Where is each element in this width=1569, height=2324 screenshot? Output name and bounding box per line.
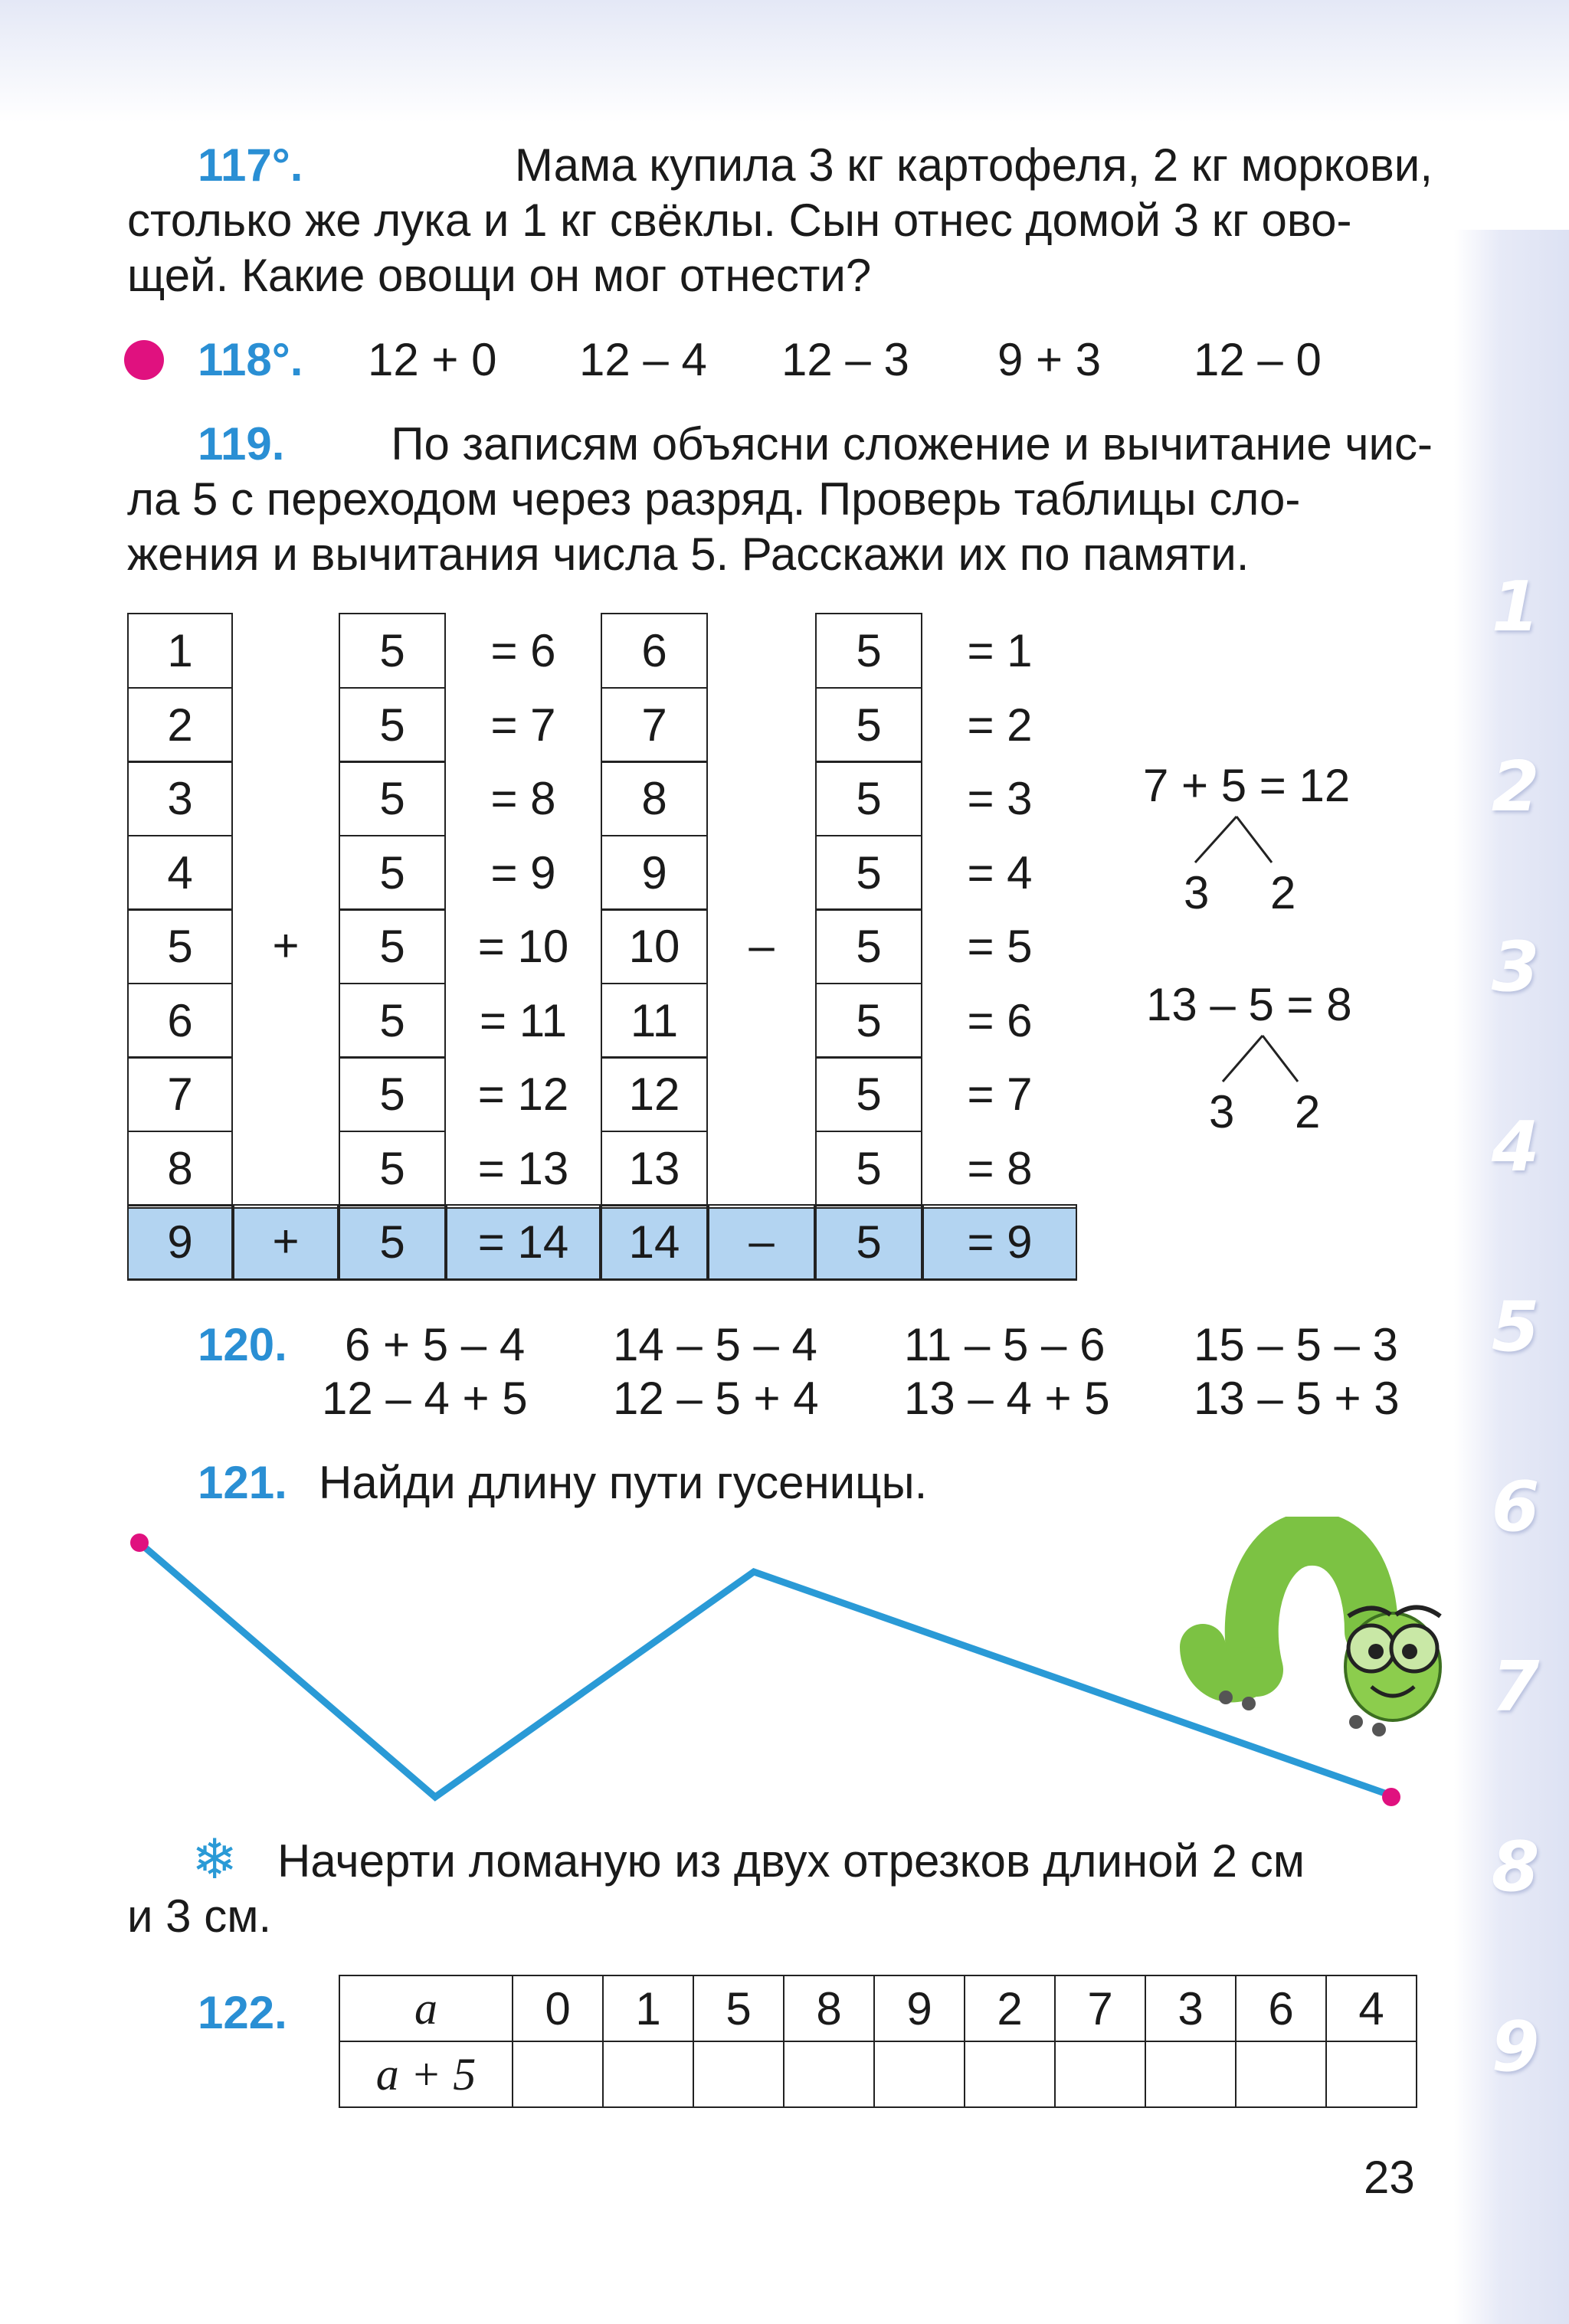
expression: 12 – 4 + 5 <box>322 1373 528 1424</box>
expression: 12 – 3 <box>781 334 909 385</box>
sum-cell: = 13 <box>477 1142 569 1194</box>
sum-cell: = 7 <box>490 699 556 751</box>
addend-cell: 8 <box>127 1131 233 1206</box>
decomposition-branches <box>1180 812 1318 873</box>
addend-cell: 2 <box>127 687 233 763</box>
addend-cell: 3 <box>127 761 233 836</box>
exercise-text-line: столько же лука и 1 кг свёклы. Сын отнес домой 3 кг ово- <box>127 195 1352 246</box>
expression: 13 – 4 + 5 <box>904 1373 1110 1424</box>
answer-cell[interactable] <box>693 2041 784 2107</box>
difference-cell: = 6 <box>967 994 1033 1046</box>
exercise-117 <box>127 138 1433 303</box>
side-index-2: 2 <box>1491 747 1540 827</box>
side-index-1: 1 <box>1491 567 1540 647</box>
sum-cell: = 14 <box>477 1216 569 1268</box>
decomposition-part: 2 <box>1270 867 1296 918</box>
addend-five-cell: 5 <box>339 1131 446 1206</box>
subtrahend-five-cell: 5 <box>815 1056 922 1132</box>
expression: 12 – 4 <box>579 334 707 385</box>
side-index-strip <box>1454 230 1569 2324</box>
expression: 11 – 5 – 6 <box>904 1319 1106 1370</box>
snowflake-task <box>127 1829 1433 1944</box>
exercise-number: 121. <box>198 1457 287 1508</box>
caterpillar-path-figure <box>0 1517 1456 1838</box>
addend-cell: 5 <box>127 908 233 984</box>
side-index-9: 9 <box>1491 2007 1540 2087</box>
top-band <box>0 0 1569 123</box>
subtrahend-five-cell: 5 <box>815 835 922 911</box>
exercise-number: 122. <box>198 1987 287 2038</box>
table-cell: 1 <box>603 1975 693 2041</box>
minuend-cell: 12 <box>601 1056 708 1132</box>
difference-cell: = 1 <box>967 625 1033 676</box>
path-end-point <box>1382 1788 1400 1806</box>
side-index-8: 8 <box>1491 1827 1540 1907</box>
addend-cell: 1 <box>127 613 233 689</box>
subtrahend-five-cell: 5 <box>815 1204 922 1280</box>
decomposition-part: 2 <box>1295 1086 1321 1137</box>
minuend-cell: 8 <box>601 761 708 836</box>
caterpillar-illustration <box>1203 1539 1440 1736</box>
subtrahend-five-cell: 5 <box>815 908 922 984</box>
expression: 13 – 5 + 3 <box>1194 1373 1400 1424</box>
table-cell: 6 <box>1236 1975 1326 2041</box>
table-cell: 9 <box>874 1975 965 2041</box>
row-label-a: a <box>339 1975 513 2041</box>
exercise-text-line: щей. Какие овощи он мог отнести? <box>127 250 872 301</box>
expression: 9 + 3 <box>997 334 1102 385</box>
table-cell: 8 <box>784 1975 874 2041</box>
side-index-6: 6 <box>1491 1467 1540 1547</box>
addend-five-cell: 5 <box>339 835 446 911</box>
decomposition-equation-add: 7 + 5 = 12 <box>1143 760 1351 811</box>
subtrahend-five-cell: 5 <box>815 613 922 689</box>
exercise-number: 119. <box>198 418 285 470</box>
answer-cell[interactable] <box>965 2041 1055 2107</box>
expression: 14 – 5 – 4 <box>613 1319 817 1370</box>
addend-five-cell: 5 <box>339 1204 446 1280</box>
plus-sign: + <box>272 919 300 971</box>
addend-five-cell: 5 <box>339 761 446 836</box>
sum-cell: = 12 <box>477 1069 569 1120</box>
exercise-number: 120. <box>198 1319 287 1370</box>
addend-five-cell: 5 <box>339 1056 446 1132</box>
highlight-cell-border <box>446 1204 601 1280</box>
value-table <box>339 1975 1417 2108</box>
table-cell: 2 <box>965 1975 1055 2041</box>
answer-cell[interactable] <box>1145 2041 1236 2107</box>
subtrahend-five-cell: 5 <box>815 687 922 763</box>
addend-cell: 7 <box>127 1056 233 1132</box>
exercise-number: 118°. <box>198 334 303 385</box>
decomposition-branches <box>1210 1031 1348 1092</box>
subtrahend-five-cell: 5 <box>815 983 922 1059</box>
minuend-cell: 6 <box>601 613 708 689</box>
answer-cell[interactable] <box>874 2041 965 2107</box>
expression: 6 + 5 – 4 <box>345 1319 526 1370</box>
difference-cell: = 9 <box>967 1216 1033 1268</box>
exercise-text-line: Начерти ломаную из двух отрезков длиной 2 см <box>277 1835 1305 1887</box>
sum-cell: = 6 <box>490 625 556 676</box>
answer-cell[interactable] <box>603 2041 693 2107</box>
path-start-point <box>130 1534 149 1552</box>
plus-sign: + <box>272 1215 300 1267</box>
minus-sign: – <box>748 919 775 971</box>
answer-cell[interactable] <box>513 2041 603 2107</box>
minuend-cell: 7 <box>601 687 708 763</box>
addend-five-cell: 5 <box>339 613 446 689</box>
sum-cell: = 8 <box>490 773 556 824</box>
expression: 15 – 5 – 3 <box>1194 1319 1398 1370</box>
exercise-text-line: и 3 см. <box>127 1890 272 1942</box>
table-cell: 0 <box>513 1975 603 2041</box>
difference-cell: = 5 <box>967 921 1033 972</box>
difference-cell: = 2 <box>967 699 1033 751</box>
difference-cell: = 7 <box>967 1069 1033 1120</box>
addend-cell: 9 <box>127 1204 233 1280</box>
table-cell: 7 <box>1055 1975 1145 2041</box>
difference-cell: = 3 <box>967 773 1033 824</box>
page-number: 23 <box>1364 2152 1415 2203</box>
minuend-cell: 14 <box>601 1204 708 1280</box>
answer-cell[interactable] <box>1326 2041 1417 2107</box>
bullet-marker <box>124 340 164 380</box>
table-row <box>339 1975 1417 2041</box>
sum-cell: = 10 <box>477 921 569 972</box>
sum-cell: = 9 <box>490 846 556 899</box>
decomposition-part: 3 <box>1184 867 1210 918</box>
exercise-text: Найди длину пути гусеницы. <box>319 1457 928 1508</box>
row-label-a-plus-5: a + 5 <box>339 2041 513 2107</box>
exercise-119 <box>127 417 1433 582</box>
minuend-cell: 9 <box>601 835 708 911</box>
expression: 12 – 0 <box>1194 334 1322 385</box>
addend-cell: 4 <box>127 835 233 911</box>
side-index-5: 5 <box>1491 1287 1540 1367</box>
table-cell: 4 <box>1326 1975 1417 2041</box>
side-index-7: 7 <box>1491 1647 1540 1727</box>
minuend-cell: 11 <box>601 983 708 1059</box>
minuend-cell: 13 <box>601 1131 708 1206</box>
addend-cell: 6 <box>127 983 233 1059</box>
exercise-text-line: жения и вычитания числа 5. Расскажи их по памяти. <box>127 529 1250 580</box>
expression: 12 – 5 + 4 <box>613 1373 819 1424</box>
expression: 12 + 0 <box>368 334 497 385</box>
exercise-text-line: По записям объясни сложение и вычитание чис- <box>391 418 1433 470</box>
side-index-3: 3 <box>1491 927 1540 1007</box>
snowflake-icon: ❄ <box>192 1829 238 1890</box>
exercise-number: 117°. <box>198 139 303 191</box>
table-cell: 3 <box>1145 1975 1236 2041</box>
minuend-cell: 10 <box>601 908 708 984</box>
decomposition-part: 3 <box>1209 1086 1235 1137</box>
highlight-cell-border <box>922 1204 1077 1280</box>
table-cell: 5 <box>693 1975 784 2041</box>
addend-five-cell: 5 <box>339 983 446 1059</box>
answer-cell[interactable] <box>1236 2041 1326 2107</box>
table-row <box>339 2041 1417 2107</box>
subtrahend-five-cell: 5 <box>815 761 922 836</box>
exercise-text-line: Мама купила 3 кг картофеля, 2 кг моркови, <box>514 139 1433 191</box>
minus-sign: – <box>748 1215 775 1267</box>
difference-cell: = 4 <box>967 846 1033 899</box>
sum-cell: = 11 <box>480 994 567 1046</box>
answer-cell[interactable] <box>1055 2041 1145 2107</box>
side-index-4: 4 <box>1491 1107 1540 1187</box>
decomposition-equation-sub: 13 – 5 = 8 <box>1146 979 1352 1030</box>
subtrahend-five-cell: 5 <box>815 1131 922 1206</box>
addend-five-cell: 5 <box>339 908 446 984</box>
exercise-text-line: ла 5 с переходом через разряд. Проверь таблицы сло- <box>127 473 1301 525</box>
addend-five-cell: 5 <box>339 687 446 763</box>
difference-cell: = 8 <box>967 1142 1033 1194</box>
answer-cell[interactable] <box>784 2041 874 2107</box>
